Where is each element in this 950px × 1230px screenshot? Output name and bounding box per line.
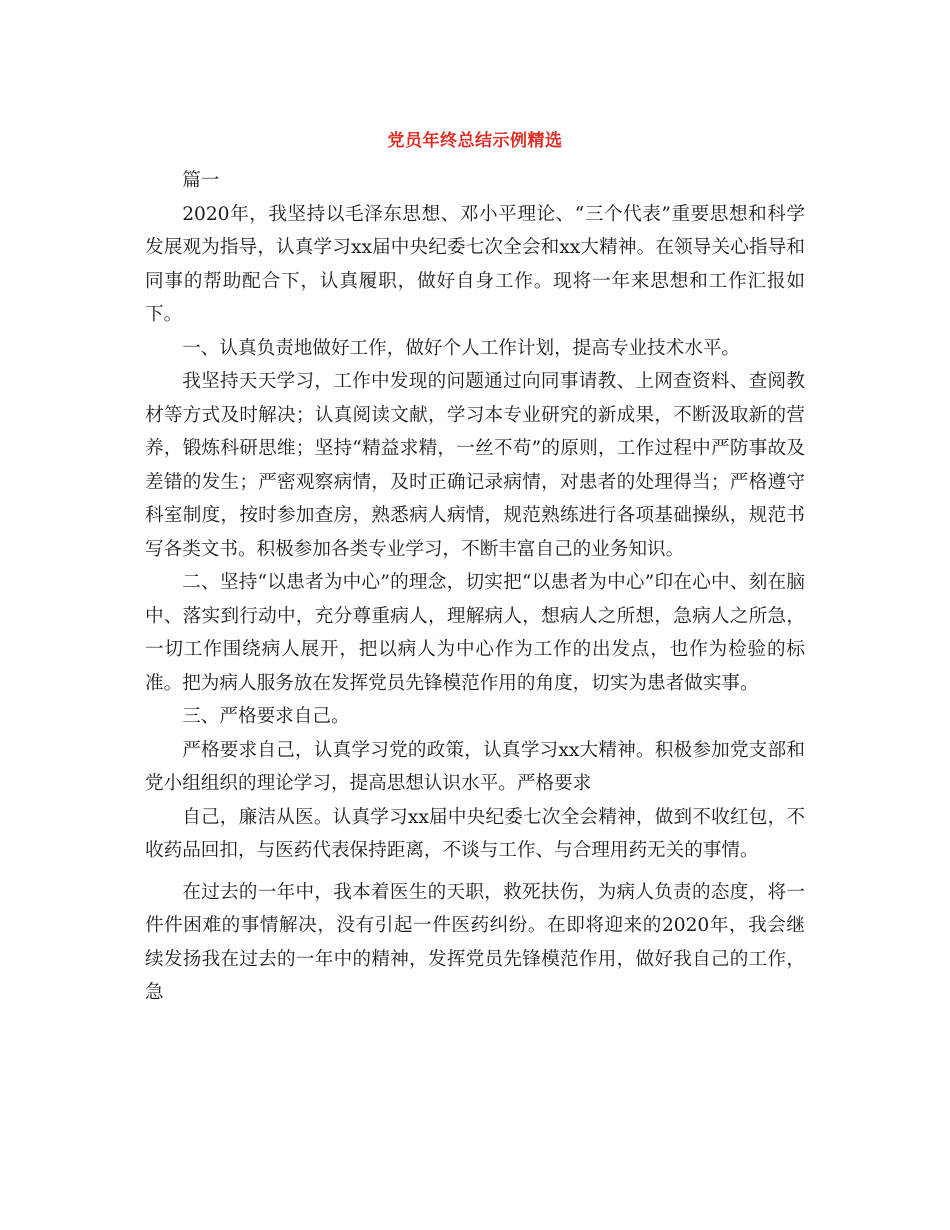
document-body: [145, 164, 805, 1010]
paragraph-heading-3: 三、严格要求自己。: [182, 706, 350, 727]
section-heading-pian-yi: 篇一: [182, 170, 220, 191]
paragraph-self-discipline: 严格要求自己，认真学习党的政策，认真学习xx大精神。积极参加党支部和党小组组织的理论学习，提高思想认识水平。严格要求: [145, 739, 805, 794]
paragraph-integrity: 自己，廉洁从医。认真学习xx届中央纪委七次全会精神，做到不收红包，不收药品回扣，与医药代表保持距离，不谈与工作、与合理用药无关的事情。: [145, 806, 805, 861]
paragraph-study: 我坚持天天学习，工作中发现的问题通过向同事请教、上网查资料、查阅教材等方式及时解决；认真阅读文献，学习本专业研究的新成果，不断汲取新的营养，锻炼科研思维；坚持“精益求精，一丝不苟”的原则，工作过程中严防事故及差错的发生；严密观察病情，及时正确记录病情，对患者的处理得当；严格遵守科室制度，按时参加查房，熟悉病人病情，规范熟练进行各项基础操纵，规范书写各类文书。积极参加各类专业学习，不断丰富自己的业务知识。: [145, 371, 805, 560]
paragraph-heading-1: 一、认真负责地做好工作，做好个人工作计划，提高专业技术水平。: [182, 337, 741, 359]
paragraph-heading-2: 二、坚持“以患者为中心”的理念，切实把“以患者为中心”印在心中、刻在脑中、落实到行动中，充分尊重病人，理解病人，想病人之所想，急病人之所急，一切工作围绕病人展开，把以病人为中心作为工作的出发点，也作为检验的标准。把为病人服务放在发挥党员先锋模范作用的角度，切实为患者做实事。: [145, 572, 805, 694]
document-title: 党员年终总结示例精选: [387, 131, 563, 151]
paragraph-conclusion: 在过去的一年中，我本着医生的天职，救死扶伤，为病人负责的态度，将一件件困难的事情解决，没有引起一件医药纠纷。在即将迎来的2020年，我会继续发扬我在过去的一年中的精神，发挥党员先锋模范作用，做好我自己的工作，急: [145, 881, 805, 1003]
paragraph-intro: 2020年，我坚持以毛泽东思想、邓小平理论、“三个代表”重要思想和科学发展观为指导，认真学习xx届中央纪委七次全会和xx大精神。在领导关心指导和同事的帮助配合下，认真履职，做好自身工作。现将一年来思想和工作汇报如下。: [145, 203, 805, 325]
